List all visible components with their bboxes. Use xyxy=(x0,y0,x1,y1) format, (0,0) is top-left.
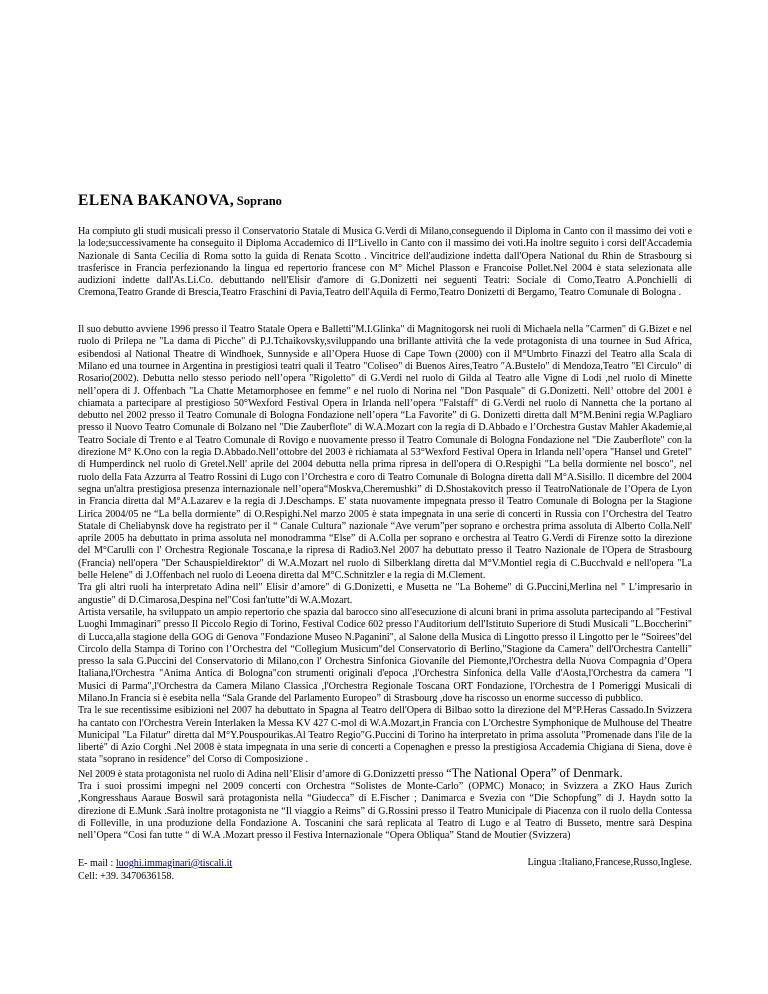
languages: Lingua :Italiano,Francese,Russo,Inglese. xyxy=(527,856,692,868)
phone-number: Cell: +39. 3470636158. xyxy=(78,870,174,882)
email-label: E- mail : xyxy=(78,857,116,869)
artist-name: ELENA BAKANOVA, xyxy=(78,192,235,209)
contact-left xyxy=(78,857,232,883)
career-text: Il suo debutto avviene 1996 presso il Teatro Statale Opera e Balletti"M.I.Glinka" di Magnitogorsk nei ruoli di Michaela nella "Carmen" di G.Bizet e nel ruolo di Prilepa ne "La dama di Picche" di P.J.Tchaikovsky,sviluppando una brillante attività che la vede protagonista di una tournee in Sud Africa, esibendosi al National Theatre di Windhoek, Sunnyside e all’Opera Huose di Cape Town (2000) con il M°Umbrto Finazzi del Teatro alla Scala di Milano ed una tournee in Argentina in prestigiosi teatri quali il Teatro "Coliseo" di Buenos Aires,Teatro "A.Bustelo" di Mendoza,Teatro "El Circulo" di Rosario(2002). Debutta nello stesso periodo nell’opera "Rigoletto" di G.Verdi nel ruolo di Gilda al Teatro alle Vigne di Lodi ,nel ruolo di Minette nell’opera di J. Offenbach "La Chatte Metamorphosee en femme" e nel ruolo di Norina nel "Don Pasquale" di G.Donizetti. Nell’ ottobre del 2001 è chiamata a partecipare al prestigioso 50°Wexford Festival Opera in Irlanda nell’opera "Falstaff" di G.Verdi nel ruolo di Nannetta che la portano al debutto nel 2002 presso il Teatro Comunale di Bologna Fondazione nell’opera “La Favorite” di G. Donizetti diretta dall M°M.Benini regia W.Pagliaro presso il Nuovo Teatro Comunale di Bolzano nel "Die Zauberflote" di W.A.Mozart con la regia di D.Abbado e l’Orchestra Gustav Mahler Akademie,al Teatro Sociale di Trento e al Teatro Comunale di Rovigo e nuovamente presso il Teatro Comunale di Bologna Fondazione nel "Die Zauberflote" con la direzione M° K.Ono con la regia D.Abbado.Nell’ottobre del 2003 è richiamata al 53°Wexford Festival Opera in Irlanda nell’opera "Hansel und Gretel" di Humperdinck nel ruolo di Gretel.Nell' aprile del 2004 debutta nella prima ripresa in dell'opera di O.Respighi "La bella dormiente nel bosco", nel ruolo della Fata Azzurra al Teatro Rossini di Lugo con l’Orchestra e coro di Teatro Comunale di Bologna diretta dall M°A.Sisillo. Il dicembre del 2004 segna un'altra prestigiosa presenza internazionale nell’opera“Moskva,Cheremushki” di D.Shostakovitch presso il TeatroNationale de l’Opera de Lyon in Francia diretta dal M°A.Lazarev e la regia di J.Deschamps. E' stata nuovamente impegnata presso il Teatro Comunale di Bologna per la Stagione Lirica 2004/05 ne “La bella dormiente” di O.Respighi.Nel marzo 2005 è stata impegnata in una serie di concerti in Russia con l’Orchestra del Teatro Statale di Cheliabynsk dove ha registrato per il “ Canale Cultura” nazionale “Ave verum”per soprano e orchestra prima assoluta di Alberto Colla.Nell' aprile 2005 ha debuttato in prima assoluta nel monodramma “Else” di A.Colla per soprano e orchestra al Teatro G.Verdi di Firenze sotto la direzione del M°Carulli con l' Orchestra Regionale Toscana,e la ripresa di Radio3.Nel 2007 ha debuttato presso il Teatro Nazionale de l'Opera de Strasbourg (Francia) nell'opera "Der Schauspieldirektor" di W.A.Mozart nel ruolo di Silberklang diretta dal M°V.Montiel regia di C.Bucchvald e nell'opera "La belle Helene" di J.Offenbach nel ruolo di Leoena diretta dal M°C.Schnitzler e la regia di M.Clement. Tra gli altri ruoli ha interpretato Adina nell" Elisir d’amore" di G.Donizetti, e Musetta ne "La Boheme" di G.Puccini,Merlina nel " L’impresario in angustie" di D.Cimarosa,Despina nel"Cosi fan'tutte"di W.A.Mozart. Artista versatile, ha sviluppato un ampio repertorio che spazia dal barocco sino all'esecuzione di alcuni brani in prima assoluta partecipando al "Festival Luoghi Immaginari" presso Il Piccolo Regio di Torino, Festival Codice 602 presso l'Auditorium dell'Istituto Superiore di Studi Musicali "L.Boccherini" di Lucca,alla stagione della GOG di Genova "Fondazione Museo N.Paganini", al Salone della Musica di Lingotto presso il Lingotto per le “Soirees"del Circolo della Stampa di Torino con l’Orchestra del “Collegium Musicum"del Conservatorio di Berlino,"Stagione da Camera" dell'Orchestra Cantelli" presso la sala G.Puccini del Conservatorio di Milano,con l' Orchestra Sinfonica Giovanile del Piemonte,l'Orchestra della Nuova Compagnia d’Opera Italiana,l'Orchestra "Anima Antica di Bologna"con strumenti originali d'epoca ,l'Orchestra Sinfonica della Valle d'Aosta,l'Orchestra da camera "I Musici di Parma",l'Orchestra da Camera Milano Classica ,l'Orchestra Regionale Toscana ORT Fondazione, l'Orchestra de I Pomeriggi Musicali di Milano.In Francia si è esebita nella “Sala Grande del Parlamento Europeo” di Strasbourg ,dove ha riscosso un enorme successo di pubblico. Tra le sue recentissime esibizioni nel 2007 ha debuttato in Spagna al Teatro dell'Opera di Bilbao sotto la direzione del M°P.Heras Cassado.In Svizzera ha cantato con l'Orchestra Verein Interlaken la Messa KV 427 C-mol di W.A.Mozart,in Francia con L'Orchestre Symphonique de Mulhouse del Theatre Municipal "La Filatur" diretta dal M°Y.Pouspourikas.Al Teatro Regio"G.Puccini di Torino ha interpretato in prima assoluta "Promenade dans l'ile de la libertè" di Azio Corghi .Nel 2008 è stata impegnata in una serie di concerti a Copenaghen e presso la prestigiosa Accademia Chigiana di Siena, dove è stata "soprano in residence" del Corso di Composizione . xyxy=(78,324,692,766)
artist-role: Soprano xyxy=(236,194,282,208)
career-2009-highlight: “The National Opera” of Denmark. xyxy=(446,765,623,780)
email-line xyxy=(78,857,232,870)
document-page xyxy=(78,192,692,883)
contact-section xyxy=(78,857,692,883)
career-future-text: Tra i suoi prossimi impegni nel 2009 concerti con Orchestra “Solistes de Monte-Carlo” (OPMC) Monaco; in Svizzera a ZKO Haus Zurich ,Kongresshaus Aaraue Boswil sarà protagonista nella “Giudecca” di E.Fischer ; Danimarca e Svezia con “Die Schopfung” di J. Haydn sotto la direzione di E.Munk .Sarà inoltre protagonista ne “Il viaggio a Reims” di G.Rossini presso il Teatro Municipale di Piacenza con il ruolo della Contessa di Folleville, in una produzione della Fondazione A. Toscanini che sarà replicata al Teatro di Lugo e al Teatro di Busseto, mentre sarà Despina nell’Opera “Cosi fan tutte “ di W.A .Mozart presso il Festiva Internazionale “Opera Obliqua” Stand de Moutier (Svizzera) xyxy=(78,781,692,842)
page-title xyxy=(78,192,692,212)
paragraph-education: Ha compiuto gli studi musicali presso il Conservatorio Statale di Musica G.Verdi di Milano,conseguendo il Diploma in Canto con il massimo dei voti e la lode;successivamente ha conseguito il Diploma Accademico di II°Livello in Canto con il massimo dei voti.Ha inoltre seguito i corsi dell'Accademia Nazionale di Santa Cecilia di Roma sotto la guida di Renata Scotto . Vincitrice dell'audizione indetta dall'Opera National du Rhin de Strasbourg si trasferisce in Francia perfezionando la lingua ed repertorio francese con M° Michel Plasson e Francoise Pollet.Nel 2004 è stata selezionata alle audizioni indette dall'As.Li.Co. debuttando nell'Elisir d'amore di G.Donizetti nei seguenti Teatri: Sociale di Como,Teatro A.Ponchielli di Cremona,Teatro Grande di Brescia,Teatro Fraschini di Pavia,Teatro dell'Aquila di Fermo,Teatro Donizetti di Bergamo, Teatro Comunale di Bologna . xyxy=(78,226,692,299)
email-link[interactable]: luoghi.immaginari@tiscali.it xyxy=(115,857,233,869)
career-2009-text: Nel 2009 è stata protagonista nel ruolo di Adina nell’Elisir d’amore di G.Donizzetti presso xyxy=(78,768,447,780)
paragraph-career xyxy=(78,312,692,843)
